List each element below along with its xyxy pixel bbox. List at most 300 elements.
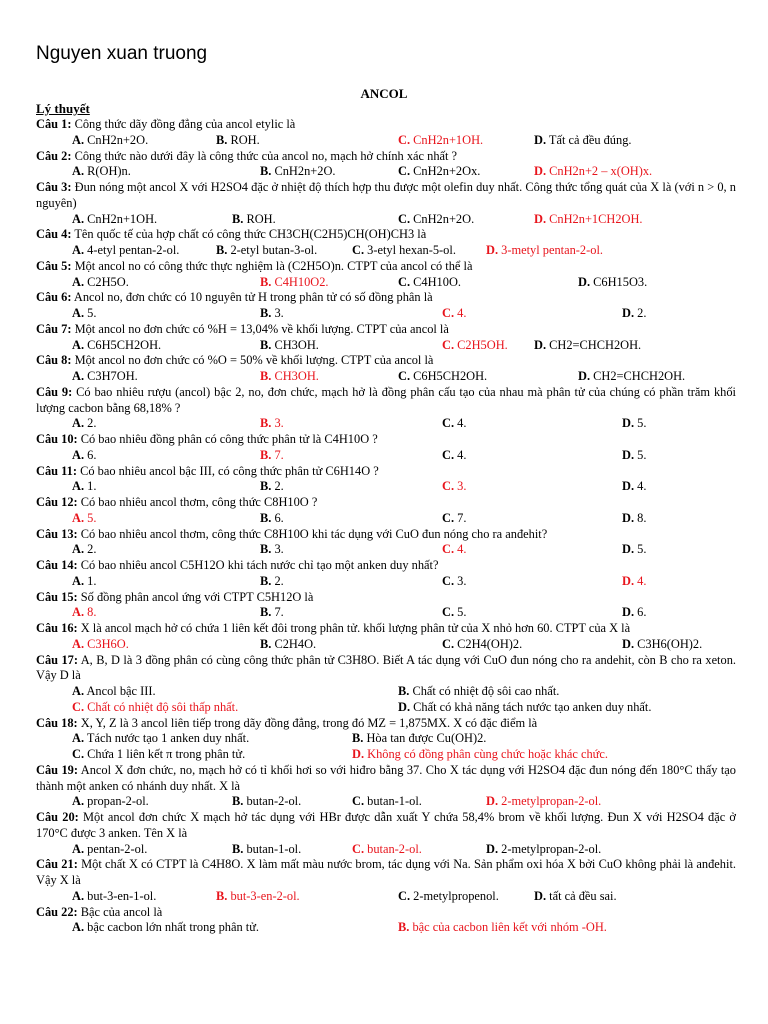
answer-option-a (72, 920, 259, 936)
question-text: Có bao nhiêu ancol bậc III, có công thức phân tử C6H14O ? (76, 463, 379, 478)
answer-option-d (622, 637, 702, 653)
question-text: Công thức dãy đồng đẳng của ancol etylic là (71, 117, 296, 131)
answer-option-b (232, 794, 301, 810)
option-label: B. (232, 211, 244, 226)
section-heading: Lý thuyết (36, 101, 90, 116)
option-label: C. (352, 841, 365, 856)
answer-option-c (442, 574, 466, 590)
option-label: B. (216, 132, 228, 147)
option-label: D. (352, 747, 365, 761)
answer-option-d (622, 416, 646, 432)
author-name: Nguyen xuan truong (36, 43, 208, 64)
option-label: B. (260, 164, 272, 179)
answer-row (36, 479, 736, 495)
option-label: B. (260, 573, 272, 588)
option-label: B. (260, 369, 272, 383)
option-text: 4. (634, 479, 647, 494)
option-label: B. (260, 274, 272, 289)
answer-row (36, 448, 736, 464)
option-text: 3. (271, 542, 284, 557)
answer-option-a (72, 511, 96, 527)
answer-row (36, 164, 736, 180)
option-label: A. (72, 369, 85, 383)
option-text: 6. (84, 447, 97, 462)
option-text: 1. (84, 479, 97, 494)
option-label: C. (398, 211, 411, 226)
answer-option-b (260, 275, 329, 291)
option-text: 3-metyl pentan-2-ol. (498, 243, 603, 257)
option-label: C. (398, 132, 411, 147)
answer-option-c (352, 842, 422, 858)
question-stem (36, 432, 736, 448)
answer-option-d (578, 275, 647, 291)
option-text: 2. (84, 542, 97, 557)
option-label: C. (442, 510, 455, 525)
question-text: Ancol X đơn chức, no, mạch hở có tỉ khối hơi so với hiđro bằng 37. Cho X tác dụng với H2SO4 đặc đun nóng đến 180°C thấy tạo thành một anken có nhánh duy nhất. X là (36, 762, 736, 793)
answer-option-a (72, 212, 157, 228)
option-text: 5. (84, 510, 97, 525)
option-label: A. (72, 841, 85, 856)
question-label: Câu 15: (36, 589, 78, 604)
option-label: A. (72, 447, 85, 462)
answer-row (36, 243, 736, 259)
option-text: Tất cả đều đúng. (546, 132, 632, 147)
option-label: D. (622, 306, 635, 320)
answer-option-d (622, 605, 646, 621)
answer-option-b (260, 574, 284, 590)
question-8 (36, 353, 736, 385)
option-text: CnH2n+1CH2OH. (546, 211, 643, 226)
option-text: 4. (454, 542, 467, 557)
answer-option-a (72, 542, 96, 558)
answer-option-c (442, 479, 466, 495)
question-text: Một ancol no có công thức thực nghiệm là (C2H5O)n. CTPT của ancol có thể là (71, 258, 473, 273)
answer-option-d (486, 243, 603, 259)
option-label: A. (72, 542, 85, 557)
question-label: Câu 14: (36, 558, 78, 572)
option-text: CH2=CHCH2OH. (590, 369, 686, 383)
option-text: Tách nước tạo 1 anken duy nhất. (84, 731, 250, 746)
option-label: D. (622, 636, 635, 651)
answer-row (36, 842, 736, 858)
question-stem (36, 495, 736, 511)
option-label: D. (578, 274, 591, 289)
option-text: pentan-2-ol. (84, 841, 148, 856)
answer-row (36, 700, 736, 716)
option-text: 2-etyl butan-3-ol. (227, 243, 318, 257)
answer-row (36, 794, 736, 810)
option-text: 2-metylpropenol. (410, 888, 499, 903)
question-label: Câu 12: (36, 495, 78, 509)
question-stem (36, 117, 736, 133)
answer-option-b (398, 684, 559, 700)
answer-option-c (72, 747, 245, 763)
question-stem (36, 905, 736, 921)
option-label: B. (260, 337, 272, 352)
question-text: A, B, D là 3 đồng phân có cùng công thức phân tử C3H8O. Biết A tác dụng với CuO đun nóng cho ra andehit, còn B cho ra xeton. Vậy D là (36, 652, 736, 683)
answer-option-d (622, 306, 646, 322)
question-11 (36, 464, 736, 496)
question-13 (36, 527, 736, 559)
option-text: Không có đồng phân cùng chức hoặc khác chức. (364, 747, 608, 761)
option-label: D. (534, 211, 547, 226)
option-text: CnH2n+2 – x(OH)x. (546, 164, 653, 179)
option-label: B. (260, 510, 272, 525)
option-text: ROH. (227, 132, 260, 147)
question-label: Câu 1: (36, 117, 72, 131)
option-text: 2. (271, 479, 284, 494)
option-text: 3. (454, 479, 467, 494)
option-text: 2-metylpropan-2-ol. (498, 841, 602, 856)
option-text: 4-etyl pentan-2-ol. (84, 243, 180, 257)
option-text: C6H5CH2OH. (410, 369, 488, 383)
option-label: B. (216, 243, 228, 257)
option-label: D. (534, 164, 547, 179)
answer-option-b (260, 542, 284, 558)
answer-option-d (534, 338, 641, 354)
answer-row (36, 369, 736, 385)
answer-option-b (260, 605, 284, 621)
option-text: C2H5O. (84, 274, 129, 289)
option-text: Chất có nhiệt độ sôi cao nhất. (409, 684, 560, 698)
option-text: 4. (634, 573, 647, 588)
question-label: Câu 4: (36, 227, 72, 242)
option-text: 1. (84, 573, 97, 588)
option-text: Chất có nhiệt độ sôi thấp nhất. (84, 699, 239, 714)
answer-option-c (442, 306, 466, 322)
option-label: A. (72, 573, 85, 588)
question-stem (36, 290, 736, 306)
option-text: CnH2n+2O. (410, 211, 475, 226)
question-18 (36, 716, 736, 763)
answer-row (36, 637, 736, 653)
question-7 (36, 322, 736, 354)
option-label: C. (442, 447, 455, 462)
question-17 (36, 653, 736, 716)
answer-option-d (534, 212, 643, 228)
answer-option-d (578, 369, 685, 385)
answer-option-c (442, 416, 466, 432)
answer-option-b (352, 731, 486, 747)
question-10 (36, 432, 736, 464)
option-text: CnH2n+2O. (271, 164, 336, 179)
question-21 (36, 857, 736, 904)
option-label: A. (72, 636, 85, 651)
answer-option-a (72, 369, 138, 385)
answer-row (36, 212, 736, 228)
option-text: 2. (634, 306, 647, 320)
option-text: 7. (271, 605, 284, 620)
option-label: C. (398, 274, 411, 289)
question-text: Có bao nhiêu ancol thơm, công thức C8H10O khi tác dụng với CuO đun nóng cho ra anđehit? (77, 526, 548, 541)
option-text: Chứa 1 liên kết π trong phân tử. (84, 747, 246, 761)
question-label: Câu 22: (36, 904, 78, 919)
answer-row (36, 605, 736, 621)
question-label: Câu 19: (36, 762, 78, 777)
answer-row (36, 731, 736, 747)
option-label: B. (398, 920, 410, 935)
option-text: CnH2n+1OH. (410, 132, 484, 147)
answer-option-b (260, 306, 284, 322)
question-22 (36, 905, 736, 937)
answer-option-a (72, 889, 156, 905)
answer-option-b (260, 416, 284, 432)
option-label: A. (72, 274, 85, 289)
question-text: X, Y, Z là 3 ancol liên tiếp trong dãy đồng đẳng, trong đó MZ = 1,875MX. X có đặc điểm là (77, 715, 538, 730)
option-text: CnH2n+2Ox. (410, 164, 481, 179)
question-label: Câu 11: (36, 463, 77, 478)
answer-option-d (622, 448, 646, 464)
option-text: 7. (271, 447, 284, 462)
option-label: D. (622, 479, 635, 494)
question-label: Câu 18: (36, 715, 78, 730)
option-text: C4H10O2. (271, 274, 329, 289)
answer-option-c (398, 889, 499, 905)
option-label: A. (72, 794, 85, 809)
answer-option-a (72, 164, 131, 180)
option-text: 8. (84, 605, 97, 620)
question-19 (36, 763, 736, 810)
question-text: Bậc của ancol là (77, 904, 163, 919)
question-label: Câu 2: (36, 148, 72, 163)
option-text: 4. (454, 447, 467, 462)
answer-option-c (398, 369, 487, 385)
answer-option-c (442, 338, 508, 354)
question-stem (36, 558, 736, 574)
option-text: 3. (454, 573, 467, 588)
question-stem (36, 464, 736, 480)
question-14 (36, 558, 736, 590)
question-stem (36, 621, 736, 637)
option-text: 5. (634, 542, 647, 557)
option-text: 3. (271, 416, 284, 431)
option-label: D. (486, 794, 499, 809)
option-label: C. (442, 479, 455, 494)
option-label: D. (622, 605, 635, 620)
option-label: C. (442, 416, 455, 431)
answer-option-b (232, 212, 276, 228)
option-text: Ancol bậc III. (84, 684, 156, 698)
question-15 (36, 590, 736, 622)
option-label: B. (398, 684, 410, 698)
question-stem (36, 353, 736, 369)
answer-option-b (260, 637, 316, 653)
option-label: B. (260, 605, 272, 620)
option-label: D. (534, 337, 547, 352)
question-label: Câu 17: (36, 652, 78, 667)
question-label: Câu 10: (36, 432, 78, 446)
question-text: Đun nóng một ancol X với H2SO4 đặc ở nhiệt độ thích hợp thu được một olefin duy nhất. Công thức tổng quát của X là (với n > 0, n nguyên) (36, 180, 736, 210)
option-text: 5. (634, 416, 647, 431)
answer-row (36, 133, 736, 149)
question-stem (36, 716, 736, 732)
question-text: Một ancol no đơn chức có %H = 13,04% về khối lượng. CTPT của ancol là (71, 321, 449, 336)
question-stem (36, 149, 736, 165)
question-stem (36, 590, 736, 606)
answer-option-c (442, 448, 466, 464)
answer-option-b (260, 479, 284, 495)
question-stem (36, 653, 736, 685)
option-text: butan-2-ol. (364, 841, 422, 856)
answer-option-b (216, 889, 300, 905)
answer-option-b (216, 243, 317, 259)
option-text: CH3OH. (271, 337, 319, 352)
question-16 (36, 621, 736, 653)
option-label: B. (260, 306, 272, 320)
question-5 (36, 259, 736, 291)
option-label: C. (398, 888, 411, 903)
option-text: 2-metylpropan-2-ol. (498, 794, 602, 809)
question-stem (36, 385, 736, 417)
answer-option-d (398, 700, 651, 716)
answer-option-b (232, 842, 301, 858)
question-stem (36, 527, 736, 543)
answer-option-c (442, 605, 466, 621)
option-text: Hòa tan được Cu(OH)2. (363, 731, 487, 746)
answer-option-a (72, 731, 249, 747)
question-label: Câu 16: (36, 621, 78, 635)
question-label: Câu 6: (36, 290, 72, 305)
option-text: 2. (271, 573, 284, 588)
answer-option-a (72, 794, 149, 810)
answer-option-d (622, 542, 646, 558)
answer-row (36, 747, 736, 763)
option-label: A. (72, 337, 85, 352)
option-text: C2H5OH. (454, 337, 508, 352)
question-2 (36, 149, 736, 181)
answer-option-d (622, 574, 646, 590)
question-label: Câu 3: (36, 180, 72, 194)
question-stem (36, 322, 736, 338)
answer-option-d (534, 164, 652, 180)
question-list (36, 117, 736, 936)
option-label: A. (72, 211, 85, 226)
option-label: C. (442, 337, 455, 352)
question-stem (36, 180, 736, 212)
answer-row (36, 684, 736, 700)
option-text: 5. (454, 605, 467, 620)
question-stem (36, 227, 736, 243)
option-label: C. (442, 636, 455, 651)
answer-option-a (72, 275, 129, 291)
answer-option-c (398, 275, 461, 291)
option-text: 3. (271, 306, 284, 320)
option-label: B. (260, 542, 272, 557)
answer-option-c (398, 212, 474, 228)
answer-option-d (486, 842, 601, 858)
option-label: D. (622, 573, 635, 588)
option-label: C. (72, 699, 85, 714)
answer-row (36, 275, 736, 291)
option-text: C6H5CH2OH. (84, 337, 162, 352)
answer-row (36, 416, 736, 432)
question-label: Câu 7: (36, 321, 72, 336)
option-text: C3H7OH. (84, 369, 138, 383)
option-text: C2H4(OH)2. (454, 636, 523, 651)
answer-option-b (260, 369, 319, 385)
question-text: Có bao nhiêu đồng phân có công thức phân tử là C4H10O ? (77, 432, 378, 446)
option-label: C. (442, 605, 455, 620)
answer-option-a (72, 637, 129, 653)
question-1 (36, 117, 736, 149)
question-label: Câu 5: (36, 258, 72, 273)
option-text: C6H15O3. (590, 274, 648, 289)
question-text: Có bao nhiêu ancol C5H12O khi tách nước chỉ tạo một anken duy nhất? (77, 558, 439, 572)
option-text: C4H10O. (410, 274, 461, 289)
answer-option-c (442, 637, 522, 653)
option-label: B. (232, 841, 244, 856)
option-text: 7. (454, 510, 467, 525)
option-text: bậc cacbon lớn nhất trong phân tử. (84, 920, 260, 935)
option-text: R(OH)n. (84, 164, 131, 179)
option-text: bậc của cacbon liên kết với nhóm -OH. (409, 920, 607, 935)
option-label: C. (442, 573, 455, 588)
answer-option-a (72, 306, 96, 322)
answer-option-c (398, 133, 483, 149)
question-text: X là ancol mạch hở có chứa 1 liên kết đôi trong phân tử. khối lượng phân tử của X nhỏ hơn 60. CTPT của X là (77, 621, 631, 635)
option-label: D. (534, 132, 547, 147)
question-9 (36, 385, 736, 432)
option-label: A. (72, 132, 85, 147)
option-text: CH2=CHCH2OH. (546, 337, 642, 352)
option-label: B. (260, 416, 272, 431)
option-text: 2. (84, 416, 97, 431)
option-label: B. (260, 636, 272, 651)
answer-option-c (352, 243, 456, 259)
option-label: D. (578, 369, 591, 383)
question-label: Câu 9: (36, 384, 73, 399)
option-label: D. (398, 699, 411, 714)
option-label: A. (72, 479, 85, 494)
answer-option-b (216, 133, 260, 149)
question-text: Một chất X có CTPT là C4H8O. X làm mất màu nước brom, tác dụng với Na. Sản phẩm oxi hóa X bởi CuO không phải là anđehit. Vậy X là (36, 857, 736, 887)
document-title: ANCOL (360, 86, 408, 101)
answer-option-b (260, 448, 284, 464)
question-text: Số đồng phân ancol ứng với CTPT C5H12O là (77, 589, 314, 604)
answer-option-b (260, 511, 284, 527)
question-3 (36, 180, 736, 227)
option-text: CnH2n+1OH. (84, 211, 158, 226)
option-text: Chất có khả năng tách nước tạo anken duy nhất. (410, 699, 652, 714)
answer-option-b (398, 920, 607, 936)
question-label: Câu 20: (36, 810, 79, 824)
question-text: Tên quốc tế của hợp chất có công thức CH3CH(C2H5)CH(OH)CH3 là (71, 227, 427, 242)
option-text: tất cả đều sai. (546, 888, 617, 903)
answer-row (36, 542, 736, 558)
option-text: butan-1-ol. (243, 841, 302, 856)
question-text: Có bao nhiêu rượu (ancol) bậc 2, no, đơn chức, mạch hở là đồng phân cấu tạo của nhau mà phân tử của chúng có phần trăm khối lượng cacbon bằng 68,18% ? (36, 384, 736, 415)
question-text: Ancol no, đơn chức có 10 nguyên tử H trong phân tử có số đồng phân là (71, 290, 433, 305)
question-text: Một ancol đơn chức X mạch hở tác dụng với HBr được dẫn xuất Y chứa 58,4% brom về khối lượng. Đun X với H2SO4 đặc ở 170°C được 3 anken. Tên X là (36, 810, 736, 840)
option-label: A. (72, 605, 85, 620)
option-text: propan-2-ol. (84, 794, 149, 809)
option-text: butan-2-ol. (243, 794, 302, 809)
option-label: D. (622, 542, 635, 557)
option-text: but-3-en-1-ol. (84, 888, 157, 903)
answer-row (36, 511, 736, 527)
option-label: D. (486, 243, 499, 257)
option-text: 8. (634, 510, 647, 525)
question-text: Công thức nào dưới đây là công thức của ancol no, mạch hở chính xác nhất ? (71, 148, 458, 163)
option-label: C. (398, 164, 411, 179)
option-text: C3H6O. (84, 636, 129, 651)
option-label: A. (72, 920, 85, 935)
answer-option-a (72, 574, 96, 590)
question-stem (36, 857, 736, 889)
option-text: 6. (271, 510, 284, 525)
option-text: ROH. (243, 211, 276, 226)
answer-option-a (72, 133, 148, 149)
